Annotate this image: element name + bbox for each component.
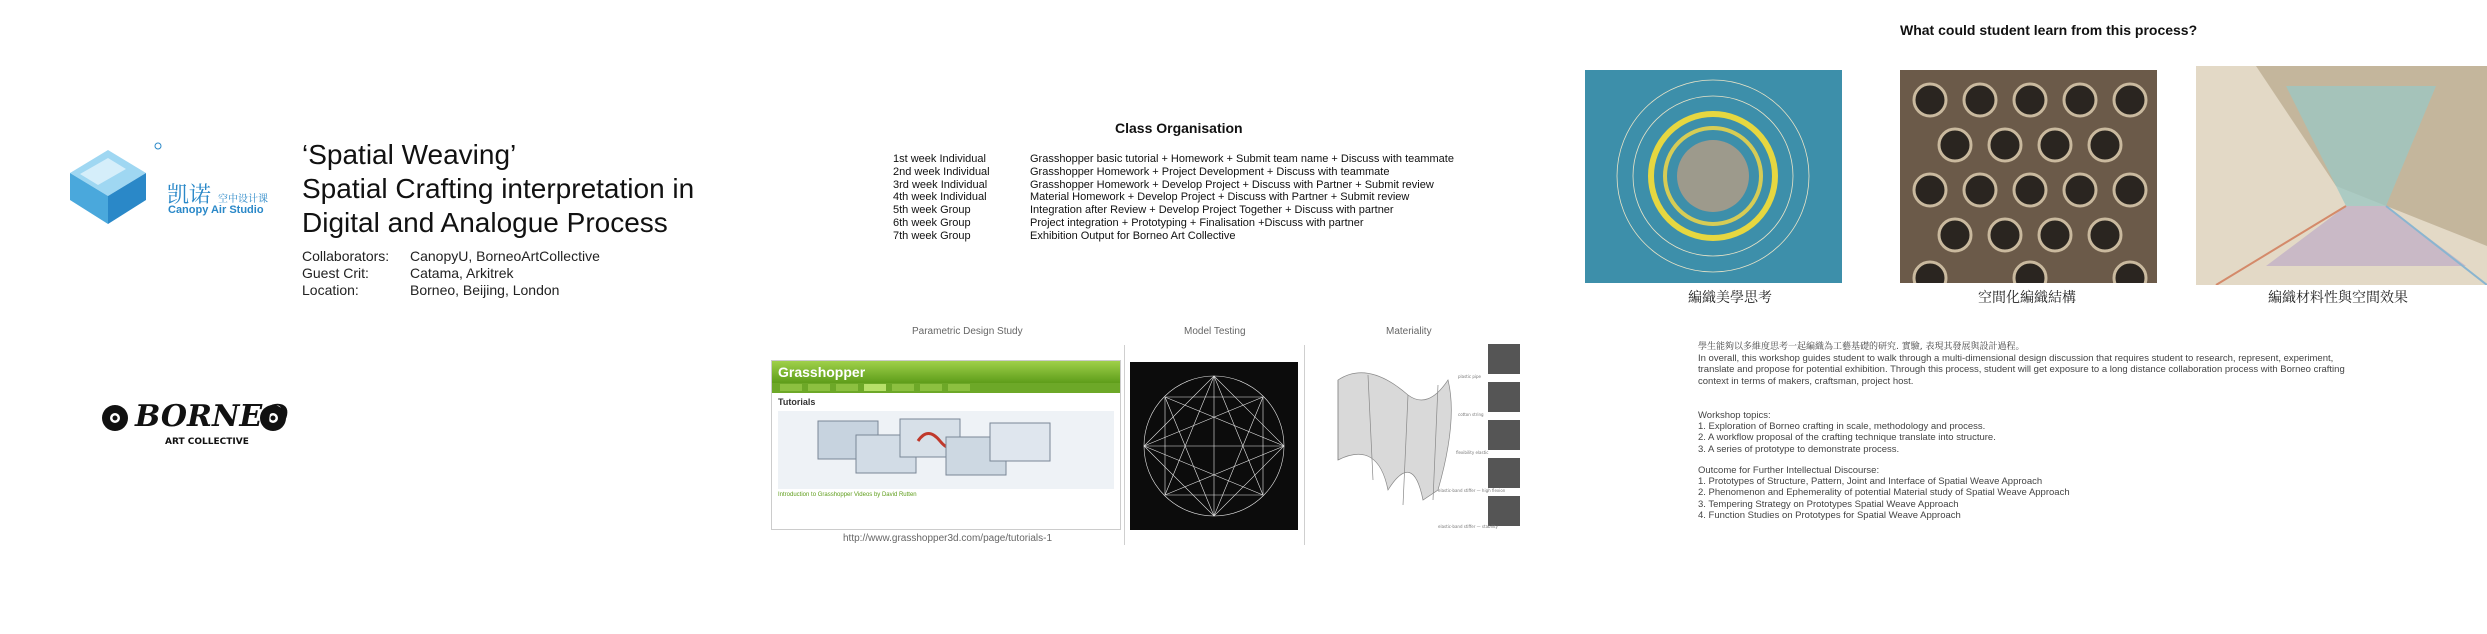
intro-paragraph [1698,342,2358,387]
panel-divider [1124,345,1125,545]
class-schedule [893,153,1454,243]
svg-text:plastic pipe: plastic pipe [1458,374,1481,379]
schedule-row: 3rd week Individual Grasshopper Homework + Develop Project + Discuss with Partner + Submit review [893,178,1434,191]
grasshopper-header: Grasshopper [772,361,1120,383]
schedule-row: 4th week Individual Material Homework + Develop Project + Discuss with Partner + Submit review [893,191,1410,204]
canopy-name-cn: 凯诺 空中设计课 [167,183,269,208]
grasshopper-nav [772,383,1120,393]
svg-text:BORNEO: BORNEO [135,399,289,434]
intro-cn: 學生能夠以多維度思考一起編織為工藝基礎的研究. 實驗, 表現其發展與設計過程。 [1698,342,2025,352]
outcomes: Outcome for Further Intellectual Discourse: 1. Prototypes of Structure, Pattern, Joint and Interface of Spatial Weave Approach 2. Phenomenon and Ephemerality of potential Material study of Spatial Weave Approach 3. Tempering Strategy on Prototypes Spatial Weave Approach 4. Function Studies on Prototypes for Spatial Weave Approach [1698,465,2070,521]
svg-text:flexibility elastic: flexibility elastic [1456,450,1489,455]
project-title [302,138,722,240]
materiality-caption: Materiality [1386,326,1432,337]
schedule-row: 6th week Group Project integration + Prototyping + Finalisation +Discuss with partner [893,216,1364,229]
caption-spatial-weaving: 空間化編織結構 [1978,290,2076,306]
schedule-row: 7th week Group Exhibition Output for Borneo Art Collective [893,229,1236,242]
schedule-row: 5th week Group Integration after Review + Develop Project Together + Discuss with partner [893,204,1394,217]
title-line-2: Spatial Crafting interpretation in [302,173,695,204]
grasshopper-screenshot [771,360,1121,530]
borneo-art-collective-logo [95,378,295,463]
title-line-1: ‘Spatial Weaving’ [302,139,517,170]
meta-row: Guest Crit: Catama, Arkitrek [302,265,514,281]
grasshopper-tutorials-heading: Tutorials [778,397,816,407]
workshop-topics: Workshop topics: 1. Exploration of Borneo crafting in scale, methodology and process. 2. A workflow proposal of the crafting technique translate into structure. 3. A series of prototype to demonstrate process. [1698,410,1996,455]
parametric-caption: Parametric Design Study [912,326,1023,337]
svg-text:cotton string: cotton string [1458,412,1484,417]
svg-text:ART COLLECTIVE: ART COLLECTIVE [165,437,249,447]
meta-row: Location: Borneo, Beijing, London [302,282,560,298]
grasshopper-screens [778,411,1114,489]
class-organisation-title: Class Organisation [1115,120,1243,136]
grasshopper-intro-link[interactable]: Introduction to Grasshopper Videos by David Rutten [778,492,917,498]
thread-installation-photo [2196,66,2487,285]
grasshopper-url[interactable]: http://www.grasshopper3d.com/page/tutorials-1 [843,533,1052,544]
panel-divider [1304,345,1305,545]
schedule-row: 1st week Individual Grasshopper basic tutorial + Homework + Submit team name + Discuss with teammate [893,153,1454,165]
svg-text:elastic-band stiffer — high fl: elastic-band stiffer — high flexion [1438,488,1506,493]
caption-weaving-aesthetics: 編織美學思考 [1688,290,1772,306]
caption-materiality: 編織材料性與空間效果 [2268,290,2408,306]
svg-text:elastic-band stiffer — stabili: elastic-band stiffer — stability [1438,524,1498,529]
model-testing-photo [1130,362,1298,530]
title-line-3: Digital and Analogue Process [302,207,668,238]
model-caption: Model Testing [1184,326,1246,337]
canopy-name-en: Canopy Air Studio [168,204,264,216]
project-meta [302,248,600,299]
woven-structure-photo [1900,70,2157,283]
schedule-row: 2nd week Individual Grasshopper Homework + Project Development + Discuss with teammate [893,165,1390,178]
materiality-sketch [1328,340,1524,540]
string-art-photo [1585,70,1842,283]
learning-question: What could student learn from this process? [1900,22,2198,38]
meta-row: Collaborators: CanopyU, BorneoArtCollective [302,248,600,264]
flower-icon [102,405,128,431]
intro-en: In overall, this workshop guides student to walk through a multi-dimensional design discussion that requires student to research, represent, experiment, translate and propose for potential exhibition. Through this process, student will get exposure to a long distance collaboration process with Borneo crafting context in terms of makers, craftsman, project host. [1698,353,2345,387]
